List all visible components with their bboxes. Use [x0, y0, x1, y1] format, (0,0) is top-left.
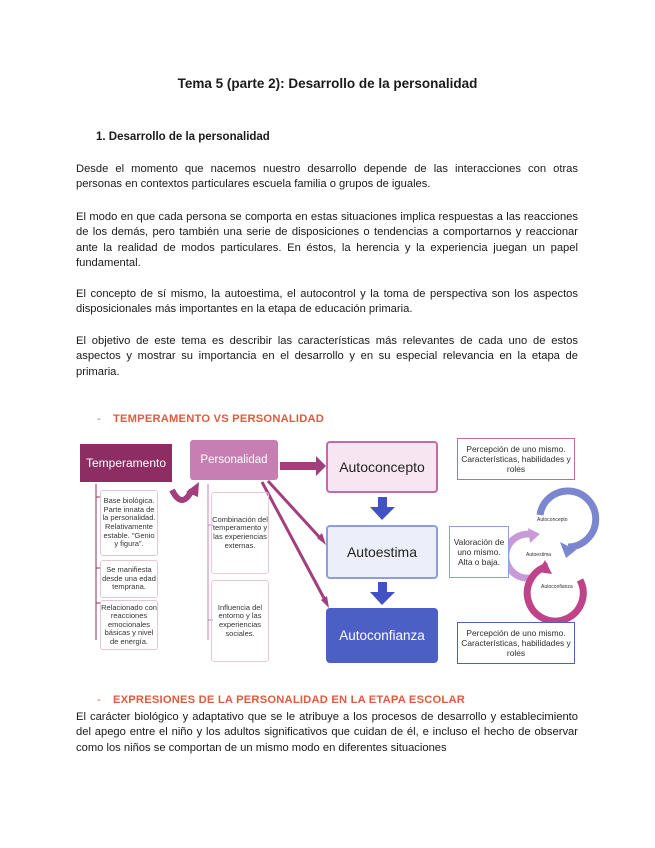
- arrow-to-autoconcepto-shaft: [280, 462, 318, 470]
- temperamento-box: [80, 444, 172, 482]
- arrow-to-autoconfianza: [262, 482, 326, 602]
- autoestima-label: Autoestima: [346, 544, 418, 560]
- blue-arrow-1-head: [370, 507, 395, 520]
- paragraph-4: El objetivo de este tema es describir las características más relevantes de cada uno de estos aspectos y mostrar su importancia en el desarrollo y en su especial relevancia en la etapa de primaria.: [76, 335, 578, 378]
- blue-arrow-2-head: [370, 592, 395, 605]
- temperamento-label: Temperamento: [85, 456, 167, 470]
- section-expresiones-personalidad: [97, 694, 465, 706]
- personalidad-label: Personalidad: [200, 454, 268, 466]
- personalidad-box: [190, 440, 278, 480]
- arrow-to-autoconcepto-head: [316, 456, 326, 476]
- cycle-arc-bottom: [527, 566, 583, 621]
- autoconfianza-label: Autoconfianza: [339, 628, 425, 643]
- cycle-label-autoestima: Autoestima: [526, 552, 552, 558]
- autoconcepto-label: Autoconcepto: [339, 459, 425, 475]
- info-box-autoestima-text: Valoración de uno mismo. Alta o baja.: [453, 536, 505, 568]
- autoestima-box: [326, 525, 438, 579]
- personalidad-note-1: [211, 492, 269, 574]
- temperamento-note-3: [100, 600, 158, 650]
- info-box-autoconfianza: [457, 622, 575, 664]
- autoconcepto-box: [326, 441, 438, 493]
- cycle-label-autoconfianza: Autoconfianza: [541, 584, 573, 590]
- cycle-label-autoconcepto: Autoconcepto: [537, 517, 568, 523]
- page-title: Tema 5 (parte 2): Desarrollo de la personalidad: [177, 76, 478, 91]
- paragraph-2: El modo en que cada persona se comporta en estas situaciones implica respuestas a las reacciones de los demás, pero también una serie de disposiciones o tendencias a comportarnos y reaccionar ante la realidad de modos particulares. En éstos, la herencia y la experiencia juegan un papel fundamental.: [76, 211, 578, 269]
- paragraph-1: Desde el momento que nacemos nuestro desarrollo depende de las interacciones con otras personas en contextos particulares escuela familia o grupos de iguales.: [76, 163, 578, 191]
- section-label: TEMPERAMENTO VS PERSONALIDAD: [112, 413, 325, 425]
- paragraph-3: El concepto de sí mismo, la autoestima, el autocontrol y la toma de perspectiva son los aspectos disposicionales más importantes en la etapa de educación primaria.: [76, 288, 578, 316]
- temperamento-note-2-text: Se manifiesta desde una edad temprana.: [102, 565, 156, 592]
- info-box-autoconcepto-text: Percepción de uno mismo. Características, habilidades y roles: [461, 443, 571, 475]
- temperamento-note-1: [100, 490, 158, 556]
- final-paragraph: El carácter biológico y adaptativo que se le atribuye a los procesos de desarrollo y establecimiento del apego entre el niño y los adultos significativos que cuidan de él, e incluso el hecho de observar como los niños se comportan de un mismo modo en diferentes situaciones: [76, 711, 578, 754]
- info-box-autoestima: [449, 526, 509, 578]
- temperamento-note-3-text: Relacionado con reacciones emocionales básicas y nivel de energía.: [101, 602, 157, 646]
- section-heading-desarrollo: 1. Desarrollo de la personalidad: [96, 131, 270, 143]
- temperamento-note-2: [100, 560, 158, 598]
- cycle-arc-middle-head: [528, 528, 540, 543]
- personalidad-note-2: [211, 580, 269, 662]
- blue-arrow-2-shaft: [378, 582, 387, 593]
- personalidad-note-1-text: Combinación del temperamento y las experiencias externas.: [212, 514, 268, 550]
- info-box-autoconcepto: [457, 438, 575, 480]
- temperamento-note-1-text: Base biológica. Parte innata de la personalidad. Relativamente estable. "Genio y figura".: [102, 496, 156, 549]
- bullet-dash: -: [97, 413, 101, 425]
- blue-arrow-1-shaft: [378, 497, 387, 508]
- autoconfianza-box: [326, 608, 438, 663]
- info-box-autoconfianza-text: Percepción de uno mismo. Características, habilidades y roles: [461, 627, 571, 659]
- personalidad-note-2-text: Influencia del entorno y las experiencias sociales.: [217, 602, 263, 638]
- section-label: EXPRESIONES DE LA PERSONALIDAD EN LA ETAPA ESCOLAR: [112, 694, 466, 706]
- bullet-dash: -: [97, 694, 101, 706]
